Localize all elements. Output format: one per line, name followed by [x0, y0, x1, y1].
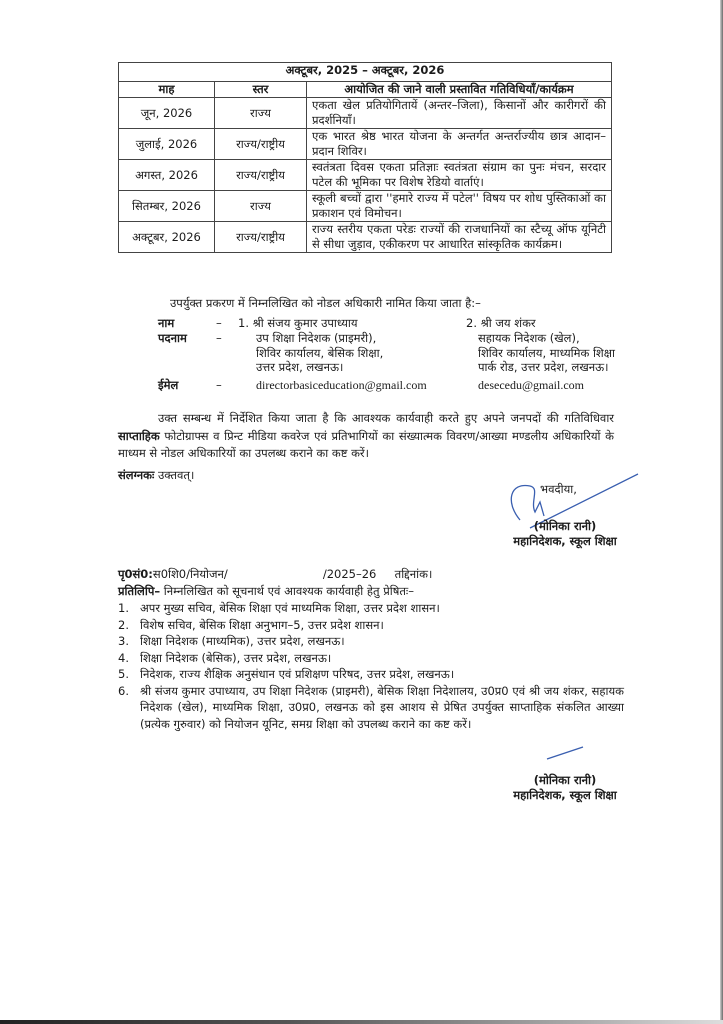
- nodal-email-row: [158, 378, 638, 393]
- header-level: स्तर: [215, 82, 307, 98]
- dash: –: [216, 316, 222, 330]
- officer-1-email[interactable]: directorbasiceducation@gmail.com: [256, 378, 427, 392]
- copy-to-list: [118, 600, 624, 732]
- table-row: [119, 222, 612, 253]
- label-email: ईमेल: [158, 378, 179, 392]
- reference-label: पृ0सं0:: [118, 567, 153, 581]
- cell-level: राज्य: [215, 191, 307, 222]
- list-item: [118, 650, 624, 667]
- nodal-designation-row: [158, 331, 638, 376]
- list-item: [118, 666, 624, 683]
- item-number: 4.: [118, 650, 129, 665]
- cell-activity: स्वतंत्रता दिवस एकता प्रतिज्ञाः स्वतंत्रता संग्राम का पुनः मंचन, सरदार पटेल की भूमिका पर विशेष रेडियो वार्ताएं।: [307, 160, 612, 191]
- item-text: निदेशक, राज्य शैक्षिक अनुसंधान एवं प्रशिक्षण परिषद, उत्तर प्रदेश, लखनऊ।: [140, 667, 455, 681]
- cell-activity: राज्य स्तरीय एकता परेडः राज्यों की राजधानियों का स्टैच्यू ऑफ यूनिटी से सीधा जुड़ाव, एकीकरण पर आधारित सांस्कृतिक कार्यक्रम।: [307, 222, 612, 253]
- officer-2-designation: [478, 331, 615, 375]
- instruction-text: फोटोग्राफ्स व प्रिन्ट मीडिया कवरेज एवं प्रतिभागियों का संख्यात्मक विवरण/आख्या मण्डलीय अधिकारियों के माध्यम से नोडल अधिकारियों का उपलब्ध कराने का कष्ट करें।: [118, 428, 614, 460]
- designation-line: सहायक निदेशक (खेल),: [478, 331, 580, 345]
- copy-to-text: निम्नलिखित को सूचनार्थ एवं आवश्यक कार्यवाही हेतु प्रेषितः–: [160, 584, 414, 598]
- dash: –: [216, 378, 222, 392]
- item-number: 3.: [118, 634, 129, 648]
- cell-month: अगस्त, 2026: [119, 160, 215, 191]
- designation-line: पार्क रोड, उत्तर प्रदेश, लखनऊ।: [478, 360, 609, 374]
- item-text: शिक्षा निदेशक (माध्यमिक), उत्तर प्रदेश, लखनऊ।: [140, 634, 345, 648]
- item-number: 2.: [118, 617, 129, 632]
- instruction-text: उक्त सम्बन्ध में निर्देशित किया जाता है कि आवश्यक कार्यवाही करते हुए अपने जनपदों की गतिविधिवार: [158, 411, 614, 425]
- item-text: अपर मुख्य सचिव, बेसिक शिक्षा एवं माध्यमिक शिक्षा, उत्तर प्रदेश शासन।: [140, 601, 440, 615]
- cell-level: राज्य/राष्ट्रीय: [215, 129, 307, 160]
- signature-block-2: [490, 773, 640, 803]
- copy-to-label: प्रतिलिपि–: [118, 584, 161, 598]
- table-row: [119, 160, 612, 191]
- officer-2-name: 2. श्री जय शंकर: [466, 316, 536, 330]
- header-activity: आयोजित की जाने वाली प्रस्तावित गतिविधियाँ/कार्यक्रम: [307, 82, 612, 98]
- initial-signature-icon: [545, 745, 585, 761]
- cell-activity: एकता खेल प्रतियोगितायें (अन्तर–जिला), किसानों और कारीगरों की प्रदर्शनियाँ।: [307, 98, 612, 129]
- cell-month: जुलाई, 2026: [119, 129, 215, 160]
- signatory-title: महानिदेशक, स्कूल शिक्षा: [513, 534, 617, 548]
- label-designation: पदनाम: [158, 331, 187, 345]
- label-name: नाम: [158, 316, 175, 330]
- table-title: अक्टूबर, 2025 – अक्टूबर, 2026: [119, 63, 612, 82]
- item-text: शिक्षा निदेशक (बेसिक), उत्तर प्रदेश, लखनऊ।: [140, 650, 332, 665]
- cell-month: सितम्बर, 2026: [119, 191, 215, 222]
- reference-text: स0शि0/नियोजन/ /2025–26 तद्दिनांक।: [152, 567, 433, 581]
- list-item: [118, 633, 624, 650]
- attachment-line: [118, 468, 194, 483]
- instruction-emphasis: साप्ताहिक: [118, 428, 160, 443]
- signatory-title: महानिदेशक, स्कूल शिक्षा: [513, 788, 617, 802]
- dash: –: [216, 331, 222, 345]
- activity-schedule-table: [118, 62, 612, 253]
- table-title-row: [119, 63, 612, 82]
- designation-line: उप शिक्षा निदेशक (प्राइमरी),: [256, 331, 377, 345]
- table-row: [119, 191, 612, 222]
- cell-level: राज्य/राष्ट्रीय: [215, 160, 307, 191]
- item-text: श्री संजय कुमार उपाध्याय, उप शिक्षा निदेशक (प्राइमरी), बेसिक शिक्षा निदेशालय, उ0प्र0 एवं श्री जय शंकर, सहायक निदेशक (खेल), माध्यमिक शिक्षा, उ0प्र0, लखनऊ को इस आशय से प्रेषित उपर्युक्त साप्ताहिक संकलित आख्या (प्रत्येक गुरुवार) को नियोजन यूनिट, समग्र शिक्षा को उपलब्ध कराने का कष्ट करें।: [140, 683, 624, 731]
- designation-line: शिविर कार्यालय, बेसिक शिक्षा,: [256, 345, 384, 360]
- officer-1-name: 1. श्री संजय कुमार उपाध्याय: [238, 316, 358, 330]
- table-row: [119, 98, 612, 129]
- list-item: [118, 617, 624, 634]
- item-number: 1.: [118, 601, 129, 615]
- cell-level: राज्य/राष्ट्रीय: [215, 222, 307, 253]
- attachment-label: संलग्नकः: [118, 468, 155, 482]
- officer-1-designation: [256, 331, 383, 375]
- list-item: [118, 600, 624, 617]
- nodal-intro-text: उपर्युक्त प्रकरण में निम्नलिखित को नोडल अधिकारी नामित किया जाता है:–: [170, 296, 481, 310]
- closing: भवदीया,: [540, 482, 577, 496]
- header-month: माह: [119, 82, 215, 98]
- reference-number: [118, 567, 432, 582]
- table-header-row: [119, 82, 612, 98]
- table-row: [119, 129, 612, 160]
- designation-line: उत्तर प्रदेश, लखनऊ।: [256, 360, 344, 374]
- officer-2-email[interactable]: desecedu@gmail.com: [478, 378, 585, 392]
- attachment-value: उक्तवत्।: [154, 468, 195, 482]
- list-item: [118, 683, 624, 733]
- instruction-paragraph: [118, 410, 614, 463]
- copy-to-heading: [118, 584, 414, 599]
- signatory-name: (मोनिका रानी): [533, 519, 597, 533]
- scan-edge-bottom: [0, 1020, 723, 1024]
- item-number: 5.: [118, 667, 129, 681]
- signatory-name: (मोनिका रानी): [533, 773, 597, 787]
- cell-month: जून, 2026: [119, 98, 215, 129]
- cell-activity: स्कूली बच्चों द्वारा ''हमारे राज्य में पटेल'' विषय पर शोध पुस्तिकाओं का प्रकाशन एवं विमोचन।: [307, 191, 612, 222]
- nodal-name-row: [158, 316, 638, 331]
- item-number: 6.: [118, 683, 129, 698]
- designation-line: शिविर कार्यालय, माध्यमिक शिक्षा: [478, 345, 615, 360]
- signature-block-1: [490, 482, 640, 549]
- cell-month: अक्टूबर, 2026: [119, 222, 215, 253]
- cell-activity: एक भारत श्रेष्ठ भारत योजना के अन्तर्गत अन्तर्राज्यीय छात्र आदान–प्रदान शिविर।: [307, 129, 612, 160]
- item-text: विशेष सचिव, बेसिक शिक्षा अनुभाग–5, उत्तर प्रदेश शासन।: [140, 617, 384, 632]
- cell-level: राज्य: [215, 98, 307, 129]
